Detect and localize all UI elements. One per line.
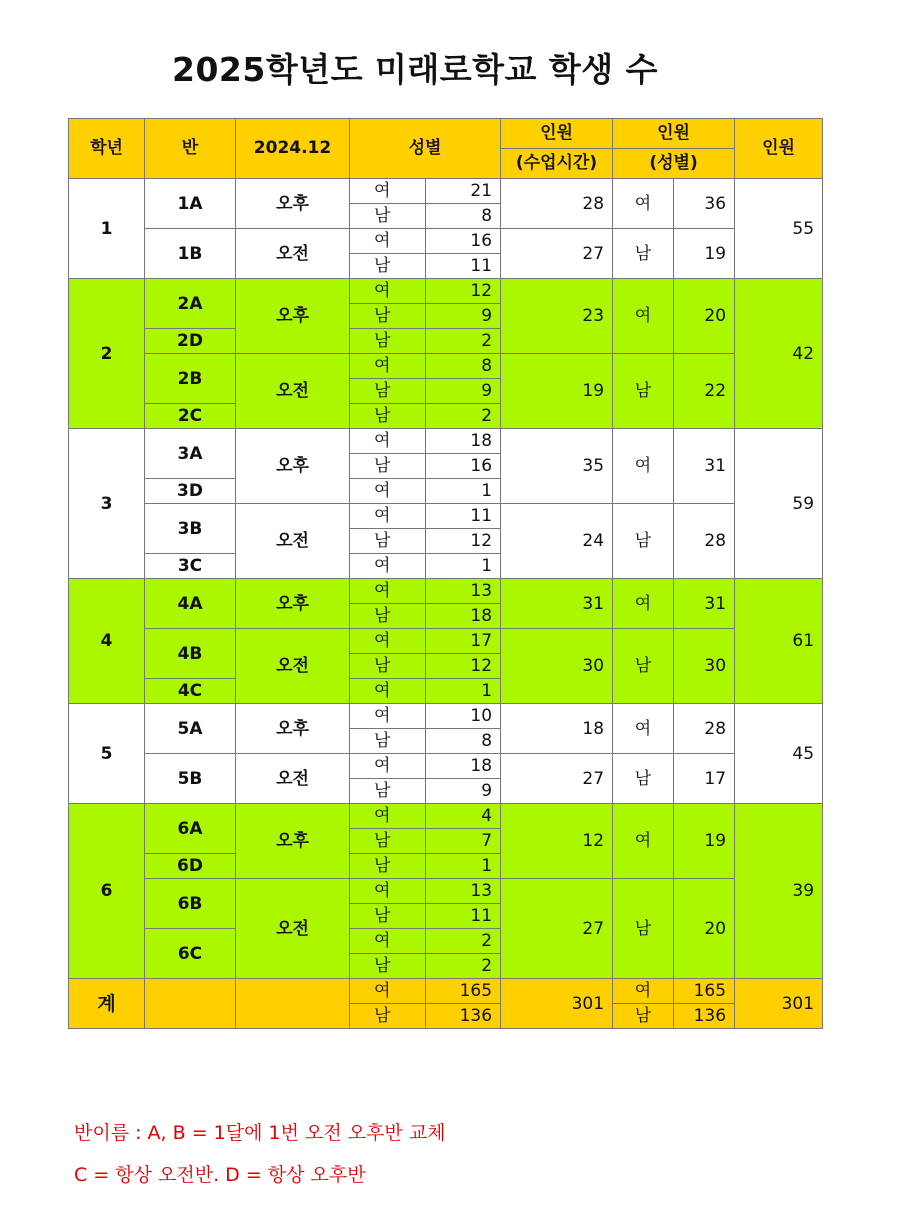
gender-cell: 남 [350,254,426,279]
table-row [69,179,823,204]
count-by-time-cell: 12 [501,804,613,879]
gender-cell: 남 [350,379,426,404]
grade-cell: 4 [69,579,145,704]
count-cell: 1 [426,679,501,704]
count-cell: 8 [426,354,501,379]
count-cell: 13 [426,579,501,604]
class-cell: 2D [145,329,236,354]
gender-summary-count: 31 [674,429,735,504]
gender-summary-label: 남 [613,504,674,579]
gender-cell: 여 [350,429,426,454]
class-cell: 2B [145,354,236,404]
table-row [69,704,823,729]
count-cell: 13 [426,879,501,904]
table-row [69,279,823,304]
count-cell: 1 [426,479,501,504]
session-cell: 오전 [236,354,350,429]
header-row [69,119,823,149]
gender-summary-count: 20 [674,879,735,979]
gender-cell: 여 [350,979,426,1004]
gender-cell: 남 [350,604,426,629]
gender-summary-count: 22 [674,354,735,429]
count-cell: 1 [426,554,501,579]
count-cell: 8 [426,729,501,754]
count-by-time-cell: 19 [501,354,613,429]
session-cell: 오전 [236,629,350,704]
gender-cell: 남 [350,654,426,679]
gender-summary-count: 19 [674,804,735,879]
gender-cell: 남 [350,529,426,554]
totals-total: 301 [735,979,823,1029]
gender-summary-count: 17 [674,754,735,804]
count-cell: 4 [426,804,501,829]
gender-cell: 여 [350,279,426,304]
count-by-time-cell: 18 [501,704,613,754]
class-cell: 4C [145,679,236,704]
count-cell: 1 [426,854,501,879]
count-cell: 12 [426,529,501,554]
note-class-names: 반이름 : A, B = 1달에 1번 오전 오후반 교체 [74,1122,446,1144]
class-cell: 1A [145,179,236,229]
gender-cell: 여 [350,754,426,779]
gender-cell: 여 [350,704,426,729]
gender-cell: 남 [350,829,426,854]
gender-cell: 여 [350,679,426,704]
count-cell: 12 [426,279,501,304]
gender-summary-label: 여 [613,704,674,754]
session-cell: 오후 [236,804,350,879]
class-cell: 3B [145,504,236,554]
gender-summary-count: 20 [674,279,735,354]
totals-by-time: 301 [501,979,613,1029]
count-by-time-cell: 27 [501,229,613,279]
count-cell: 2 [426,929,501,954]
count-cell: 16 [426,454,501,479]
count-by-time-cell: 24 [501,504,613,579]
session-cell: 오후 [236,579,350,629]
table-row [69,504,823,529]
class-cell: 3D [145,479,236,504]
count-cell: 2 [426,404,501,429]
header-class: 반 [145,119,236,179]
grade-cell: 5 [69,704,145,804]
gender-summary-label: 남 [613,1004,674,1029]
gender-summary-label: 남 [613,229,674,279]
gender-cell: 남 [350,204,426,229]
session-cell: 오후 [236,704,350,754]
count-cell: 18 [426,754,501,779]
gender-summary-count: 28 [674,704,735,754]
table-row [69,579,823,604]
grade-total-cell: 55 [735,179,823,279]
grade-cell: 3 [69,429,145,579]
header-grade: 학년 [69,119,145,179]
gender-cell: 여 [350,879,426,904]
count-by-time-cell: 30 [501,629,613,704]
gender-cell: 남 [350,329,426,354]
count-cell: 11 [426,904,501,929]
page-title: 2025학년도 미래로학교 학생 수 [172,50,658,89]
gender-summary-label: 남 [613,354,674,429]
table-row [69,229,823,254]
gender-summary-label: 남 [613,629,674,704]
class-cell: 3C [145,554,236,579]
gender-cell: 여 [350,504,426,529]
totals-row [69,979,823,1004]
gender-cell: 여 [350,179,426,204]
gender-cell: 남 [350,404,426,429]
class-cell: 6A [145,804,236,854]
class-cell: 1B [145,229,236,279]
gender-summary-count: 165 [674,979,735,1004]
gender-cell: 남 [350,729,426,754]
gender-summary-label: 남 [613,879,674,979]
header-count: 인원 [735,119,823,179]
count-cell: 9 [426,379,501,404]
table-row [69,754,823,779]
grade-total-cell: 61 [735,579,823,704]
class-cell: 5A [145,704,236,754]
gender-summary-count: 19 [674,229,735,279]
count-cell: 18 [426,604,501,629]
gender-cell: 여 [350,804,426,829]
totals-empty-session [236,979,350,1029]
count-by-time-cell: 31 [501,579,613,629]
gender-cell: 여 [350,479,426,504]
table-row [69,429,823,454]
session-cell: 오전 [236,754,350,804]
gender-summary-label: 여 [613,429,674,504]
count-cell: 2 [426,329,501,354]
header-count-gender: 인원 [613,119,735,149]
class-cell: 4A [145,579,236,629]
header-gender: 성별 [350,119,501,179]
count-by-time-cell: 35 [501,429,613,504]
session-cell: 오후 [236,179,350,229]
header-count-gender-sub: (성별) [613,149,735,179]
count-cell: 12 [426,654,501,679]
header-count-time: 인원 [501,119,613,149]
totals-label: 계 [69,979,145,1029]
count-cell: 10 [426,704,501,729]
count-cell: 18 [426,429,501,454]
gender-cell: 남 [350,779,426,804]
grade-cell: 6 [69,804,145,979]
gender-summary-label: 여 [613,804,674,879]
count-cell: 11 [426,504,501,529]
gender-cell: 여 [350,354,426,379]
gender-summary-count: 136 [674,1004,735,1029]
gender-summary-count: 31 [674,579,735,629]
gender-cell: 여 [350,929,426,954]
grade-cell: 2 [69,279,145,429]
gender-summary-label: 여 [613,979,674,1004]
grade-total-cell: 39 [735,804,823,979]
gender-summary-label: 여 [613,179,674,229]
count-cell: 9 [426,304,501,329]
count-by-time-cell: 27 [501,754,613,804]
count-by-time-cell: 28 [501,179,613,229]
note-fixed-sessions: C = 항상 오전반. D = 항상 오후반 [74,1164,366,1186]
session-cell: 오전 [236,229,350,279]
count-by-time-cell: 23 [501,279,613,354]
table-row [69,354,823,379]
count-cell: 165 [426,979,501,1004]
table-row [69,629,823,654]
count-cell: 2 [426,954,501,979]
gender-summary-count: 36 [674,179,735,229]
gender-cell: 여 [350,579,426,604]
class-cell: 6C [145,929,236,979]
class-cell: 2A [145,279,236,329]
class-cell: 4B [145,629,236,679]
gender-cell: 남 [350,454,426,479]
class-cell: 5B [145,754,236,804]
class-cell: 3A [145,429,236,479]
header-count-time-sub: (수업시간) [501,149,613,179]
count-cell: 9 [426,779,501,804]
totals-empty-class [145,979,236,1029]
gender-cell: 여 [350,629,426,654]
gender-cell: 남 [350,954,426,979]
gender-summary-count: 28 [674,504,735,579]
table-row [69,879,823,904]
grade-total-cell: 45 [735,704,823,804]
gender-cell: 여 [350,554,426,579]
count-cell: 16 [426,229,501,254]
count-cell: 17 [426,629,501,654]
count-cell: 8 [426,204,501,229]
grade-total-cell: 42 [735,279,823,429]
grade-cell: 1 [69,179,145,279]
class-cell: 6B [145,879,236,929]
gender-summary-label: 여 [613,579,674,629]
gender-cell: 남 [350,304,426,329]
class-cell: 2C [145,404,236,429]
count-cell: 21 [426,179,501,204]
header-session: 2024.12 [236,119,350,179]
gender-summary-label: 남 [613,754,674,804]
session-cell: 오후 [236,429,350,504]
session-cell: 오전 [236,504,350,579]
gender-cell: 남 [350,854,426,879]
session-cell: 오후 [236,279,350,354]
gender-cell: 남 [350,1004,426,1029]
class-cell: 6D [145,854,236,879]
gender-summary-label: 여 [613,279,674,354]
count-cell: 7 [426,829,501,854]
count-cell: 11 [426,254,501,279]
gender-summary-count: 30 [674,629,735,704]
gender-cell: 여 [350,229,426,254]
grade-total-cell: 59 [735,429,823,579]
gender-cell: 남 [350,904,426,929]
count-by-time-cell: 27 [501,879,613,979]
count-cell: 136 [426,1004,501,1029]
session-cell: 오전 [236,879,350,979]
student-count-table [68,118,823,1029]
table-row [69,804,823,829]
